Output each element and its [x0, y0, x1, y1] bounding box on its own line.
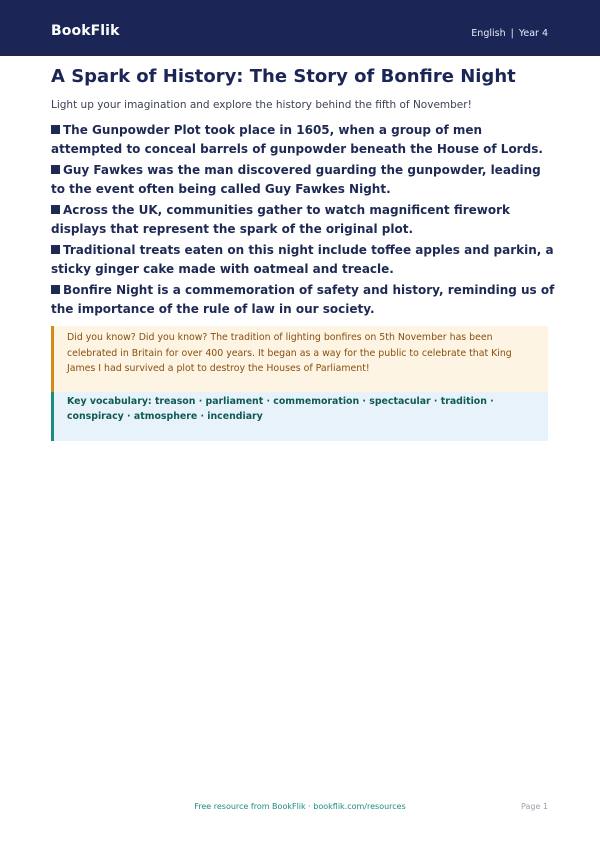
meta-separator: | — [510, 28, 514, 39]
fact-list — [51, 121, 556, 321]
square-bullet-icon — [51, 125, 60, 134]
footer-resource-link[interactable]: Free resource from BookFlik · bookflik.com/resources — [194, 802, 406, 811]
square-bullet-icon — [51, 205, 60, 214]
square-bullet-icon — [51, 165, 60, 174]
page-header — [0, 0, 600, 56]
list-item-text: Traditional treats eaten on this night include toffee apples and parkin, a sticky ginger cake made with oatmeal and treacle. — [51, 243, 554, 276]
subject-year-meta — [471, 28, 548, 39]
list-item — [51, 201, 556, 238]
info-callout — [51, 326, 548, 441]
list-item — [51, 241, 556, 278]
did-you-know-box — [51, 326, 548, 392]
vocabulary-text: Key vocabulary: treason · parliament · commemoration · spectacular · tradition · conspiracy · atmosphere · incendiary — [67, 396, 494, 422]
brand-logo-text[interactable]: BookFlik — [51, 23, 120, 39]
list-item-text: Across the UK, communities gather to watch magnificent firework displays that represent the spark of the original plot. — [51, 203, 511, 236]
list-item — [51, 161, 556, 198]
page-number: Page 1 — [521, 802, 548, 811]
year-label: Year 4 — [518, 28, 548, 39]
list-item — [51, 121, 556, 158]
did-you-know-text: Did you know? Did you know? The tradition of lighting bonfires on 5th November has been celebrated in Britain for over 400 years. It began as a way for the public to celebrate that King James I had survived a plot to destroy the Houses of Parliament! — [67, 332, 512, 374]
list-item-text: Guy Fawkes was the man discovered guarding the gunpowder, leading to the event often being called Guy Fawkes Night. — [51, 163, 541, 196]
square-bullet-icon — [51, 245, 60, 254]
square-bullet-icon — [51, 285, 60, 294]
list-item-text: Bonfire Night is a commemoration of safety and history, reminding us of the importance of the rule of law in our society. — [51, 283, 555, 316]
subject-label: English — [471, 28, 506, 39]
vocabulary-box — [51, 392, 548, 441]
page-title: A Spark of History: The Story of Bonfire Night — [51, 66, 516, 87]
list-item-text: The Gunpowder Plot took place in 1605, when a group of men attempted to conceal barrels of gunpowder beneath the House of Lords. — [51, 123, 543, 156]
list-item — [51, 281, 556, 318]
intro-text: Light up your imagination and explore the history behind the fifth of November! — [51, 99, 472, 111]
